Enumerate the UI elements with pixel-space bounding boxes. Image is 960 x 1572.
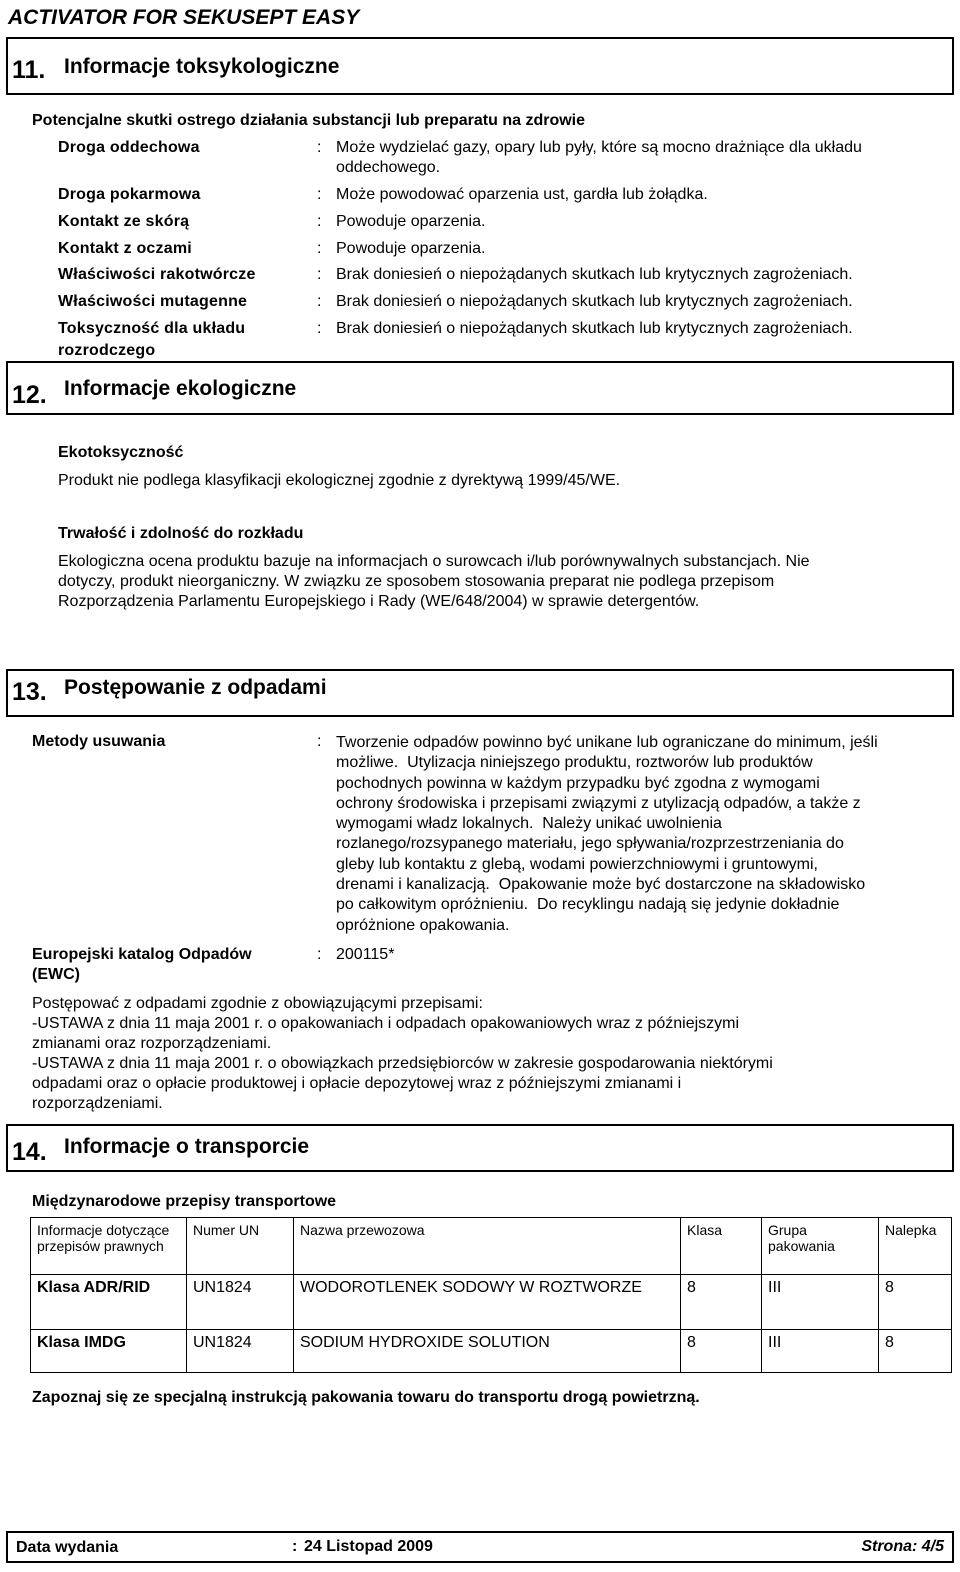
- row-colon: :: [317, 293, 322, 310]
- row-colon: :: [317, 139, 322, 156]
- table-header: Nazwa przewozowa: [294, 1218, 681, 1275]
- row-value: Powoduje oparzenia.: [336, 213, 486, 230]
- table-cell: 8: [681, 1275, 762, 1330]
- law-text: [32, 994, 932, 1114]
- section-title: Informacje toksykologiczne: [64, 55, 340, 78]
- methods-line: rozlanego/rozsypanego materiału, jego spływania/rozprzestrzeniania do: [336, 835, 844, 853]
- table-row: [31, 1330, 952, 1373]
- section-title: Postępowanie z odpadami: [64, 676, 327, 699]
- table-cell: SODIUM HYDROXIDE SOLUTION: [294, 1330, 681, 1373]
- section-11-header: [6, 37, 954, 95]
- table-header: Klasa: [681, 1218, 762, 1275]
- table-row: [31, 1275, 952, 1330]
- section-number: 13.: [12, 678, 47, 706]
- eco-text: Produkt nie podlega klasyfikacji ekologicznej zgodnie z dyrektywą 1999/45/WE.: [58, 472, 621, 489]
- row-colon: :: [317, 240, 322, 257]
- ewc-value: 200115*: [336, 946, 395, 963]
- table-cell: WODOROTLENEK SODOWY W ROZTWORZE: [294, 1275, 681, 1330]
- row-value: Powoduje oparzenia.: [336, 240, 486, 257]
- row-label: Kontakt ze skórą: [58, 213, 190, 230]
- table-header: Nalepka: [879, 1218, 952, 1275]
- transport-table: [30, 1217, 952, 1373]
- row-label: Toksyczność dla układu: [58, 320, 246, 337]
- row-value: Brak doniesień o niepożądanych skutkach lub krytycznych zagrożeniach.: [336, 320, 853, 337]
- issue-date-label: Data wydania: [16, 1539, 119, 1556]
- table-cell: 8: [879, 1330, 952, 1373]
- ewc-label: Europejski katalog Odpadów: [32, 946, 252, 963]
- page-number: Strona: 4/5: [861, 1538, 944, 1555]
- row-colon: :: [317, 186, 322, 203]
- methods-line: gleby lub kontaktu z glebą, wodami powierzchniowymi i gruntowymi,: [336, 855, 818, 873]
- law-line: -USTAWA z dnia 11 maja 2001 r. o opakowaniach i odpadach opakowaniowych wraz z późniejszymi: [32, 1015, 740, 1032]
- law-line: odpadami oraz o opłacie produktowej i opłacie depozytowej wraz z późniejszymi zmianami i: [32, 1075, 682, 1092]
- issue-date-colon: :: [292, 1538, 298, 1555]
- methods-text: [336, 733, 956, 936]
- row-colon: :: [317, 320, 322, 337]
- table-cell: III: [762, 1275, 879, 1330]
- methods-line: ochrony środowiska i przepisami związymi z utylizacją odpadów, a także z: [336, 794, 861, 812]
- methods-line: drenami i kanalizacją. Opakowanie może być dostarczone na składowisko: [336, 876, 866, 894]
- row-colon: :: [317, 266, 322, 283]
- row-label: Kontakt z oczami: [58, 240, 192, 257]
- persistence-text: Ekologiczna ocena produktu bazuje na informacjach o surowcach i/lub porównywalnych substancjach. Nie dotyczy, produkt nieorganiczny. W związku ze sposobem stosowania preparat nie podlega przepisom Rozporządzenia Parlamentu Europejskiego i Rady (WE/648/2004) w sprawie detergentów.: [58, 553, 810, 610]
- methods-line: Tworzenie odpadów powinno być unikane lub ograniczane do minimum, jeśli: [336, 734, 878, 751]
- law-line: Postępować z odpadami zgodnie z obowiązującymi przepisami:: [32, 995, 483, 1012]
- section-14-header: [6, 1124, 954, 1172]
- section-title: Informacje ekologiczne: [64, 377, 297, 400]
- persistence-heading: Trwałość i zdolność do rozkładu: [58, 525, 304, 542]
- methods-line: opróżnione opakowania.: [336, 916, 510, 934]
- law-line: rozporządzeniami.: [32, 1095, 163, 1112]
- methods-line: możliwe. Utylizacja niniejszego produktu, roztworów lub produktów: [336, 754, 813, 772]
- section-number: 11.: [12, 56, 46, 84]
- row-value: Brak doniesień o niepożądanych skutkach lub krytycznych zagrożeniach.: [336, 293, 853, 310]
- table-header: Numer UN: [187, 1218, 294, 1275]
- table-header: Grupa pakowania: [762, 1218, 879, 1275]
- section-13-header: [6, 669, 954, 717]
- row-value: oddechowego.: [336, 159, 441, 176]
- issue-date-value: 24 Listopad 2009: [304, 1538, 433, 1555]
- footer: [6, 1531, 954, 1563]
- table-cell: UN1824: [187, 1330, 294, 1373]
- methods-label: Metody usuwania: [32, 733, 166, 750]
- row-value: Może powodować oparzenia ust, gardła lub żołądka.: [336, 186, 708, 203]
- row-colon: :: [317, 213, 322, 230]
- section-title: Informacje o transporcie: [64, 1135, 310, 1158]
- methods-line: po całkowitym opróżnieniu. Do recyklingu nadają się jedynie dokładnie: [336, 896, 840, 914]
- row-label-cont: rozrodczego: [58, 342, 156, 359]
- transport-subheading: Międzynarodowe przepisy transportowe: [32, 1193, 337, 1210]
- row-colon: :: [317, 946, 322, 963]
- row-label: Właściwości rakotwórcze: [58, 266, 256, 283]
- section-number: 12.: [12, 381, 47, 409]
- table-header: Informacje dotyczące przepisów prawnych: [31, 1218, 187, 1275]
- row-label: Właściwości mutagenne: [58, 293, 248, 310]
- row-colon: :: [317, 733, 322, 750]
- row-label: Droga pokarmowa: [58, 186, 201, 203]
- section-11-subheading: Potencjalne skutki ostrego działania substancji lub preparatu na zdrowie: [32, 112, 586, 129]
- row-label: Droga oddechowa: [58, 139, 200, 156]
- law-line: zmianami oraz rozporządzeniami.: [32, 1035, 272, 1052]
- table-cell: Klasa ADR/RID: [31, 1275, 187, 1330]
- law-line: -USTAWA z dnia 11 maja 2001 r. o obowiązkach przedsiębiorców w zakresie gospodarowania niektórymi: [32, 1055, 773, 1072]
- table-cell: III: [762, 1330, 879, 1373]
- row-value: Brak doniesień o niepożądanych skutkach lub krytycznych zagrożeniach.: [336, 266, 853, 283]
- table-cell: Klasa IMDG: [31, 1330, 187, 1373]
- row-value: Może wydzielać gazy, opary lub pyły, które są mocno drażniące dla układu: [336, 139, 862, 156]
- section-12-header: [6, 361, 954, 415]
- ewc-label-cont: (EWC): [32, 966, 80, 983]
- section-number: 14.: [12, 1138, 47, 1166]
- eco-heading: Ekotoksyczność: [58, 444, 184, 461]
- table-cell: UN1824: [187, 1275, 294, 1330]
- air-transport-note: Zapoznaj się ze specjalną instrukcją pakowania towaru do transportu drogą powietrzną.: [32, 1389, 700, 1406]
- table-cell: 8: [681, 1330, 762, 1373]
- methods-line: pochodnych powinna w każdym przypadku być zgodna z wymogami: [336, 774, 820, 792]
- methods-line: wymogami władz lokalnych. Należy unikać uwolnienia: [336, 815, 722, 833]
- document-title: ACTIVATOR FOR SEKUSEPT EASY: [8, 6, 360, 29]
- table-cell: 8: [879, 1275, 952, 1330]
